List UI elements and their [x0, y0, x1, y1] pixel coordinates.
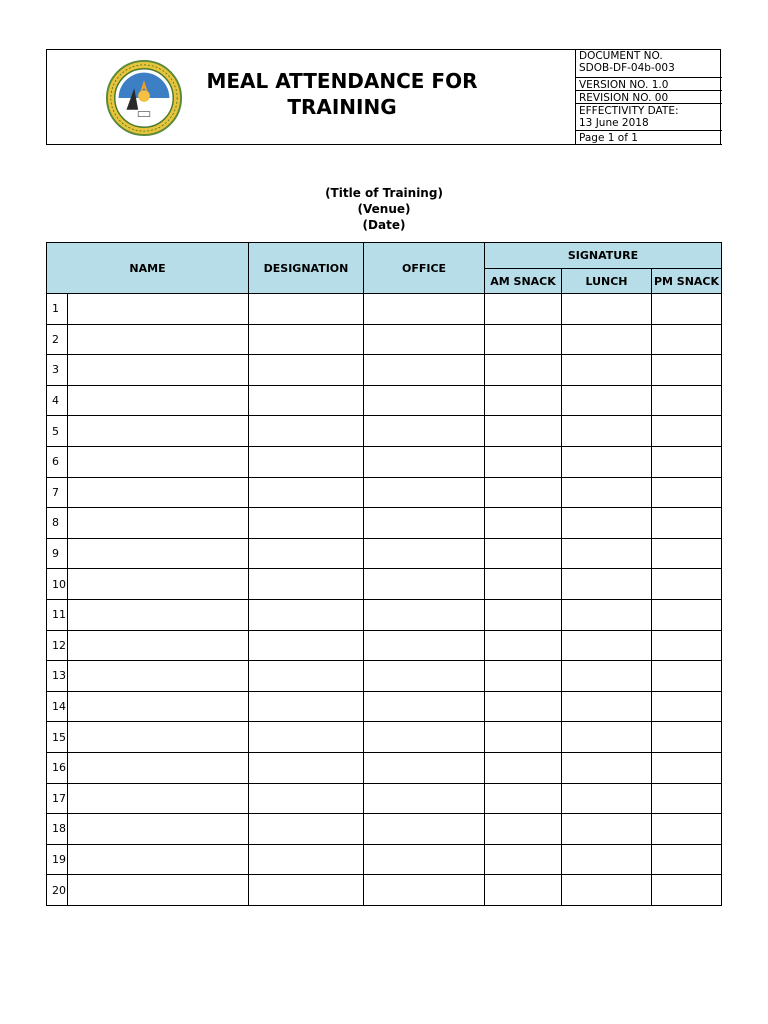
- effectivity-value: 13 June 2018: [579, 117, 649, 129]
- designation-cell[interactable]: [249, 630, 364, 661]
- table-header-row-1: [47, 243, 722, 269]
- row-number: 18: [47, 814, 68, 845]
- lunch-signature-cell[interactable]: [562, 294, 652, 325]
- page-number-text: Page 1 of 1: [579, 132, 638, 144]
- am-snack-signature-cell[interactable]: [485, 538, 562, 569]
- name-cell[interactable]: [68, 783, 249, 814]
- pm-snack-signature-cell[interactable]: [652, 569, 722, 600]
- document-header: [46, 49, 721, 145]
- table-row: [47, 569, 722, 600]
- am-snack-signature-cell[interactable]: [485, 324, 562, 355]
- lunch-signature-cell[interactable]: [562, 324, 652, 355]
- division-seal-graphic: [105, 59, 183, 137]
- version-cell: [576, 78, 722, 91]
- row-number: 17: [47, 783, 68, 814]
- designation-cell[interactable]: [249, 722, 364, 753]
- pm-snack-signature-cell[interactable]: [652, 508, 722, 539]
- name-cell[interactable]: [68, 844, 249, 875]
- pm-snack-signature-cell[interactable]: [652, 355, 722, 386]
- office-cell[interactable]: [364, 355, 485, 386]
- lunch-signature-cell[interactable]: [562, 569, 652, 600]
- designation-cell[interactable]: [249, 294, 364, 325]
- row-number: 6: [47, 446, 68, 477]
- office-cell[interactable]: [364, 814, 485, 845]
- office-cell[interactable]: [364, 508, 485, 539]
- pm-snack-signature-cell[interactable]: [652, 691, 722, 722]
- pm-snack-signature-cell[interactable]: [652, 294, 722, 325]
- row-number: 4: [47, 385, 68, 416]
- row-number: 15: [47, 722, 68, 753]
- designation-cell[interactable]: [249, 477, 364, 508]
- attendance-table: [46, 242, 722, 906]
- pm-snack-signature-cell[interactable]: [652, 844, 722, 875]
- lunch-signature-cell[interactable]: [562, 385, 652, 416]
- am-snack-signature-cell[interactable]: [485, 599, 562, 630]
- designation-cell[interactable]: [249, 416, 364, 447]
- am-snack-signature-cell[interactable]: [485, 630, 562, 661]
- column-header-lunch: LUNCH: [562, 269, 652, 294]
- column-header-designation: DESIGNATION: [249, 243, 364, 294]
- am-snack-signature-cell[interactable]: [485, 477, 562, 508]
- row-number: 16: [47, 752, 68, 783]
- table-row: [47, 324, 722, 355]
- lunch-signature-cell[interactable]: [562, 477, 652, 508]
- document-title: [197, 68, 487, 120]
- table-row: [47, 875, 722, 906]
- row-number: 11: [47, 599, 68, 630]
- name-cell[interactable]: [68, 508, 249, 539]
- lunch-signature-cell[interactable]: [562, 538, 652, 569]
- name-cell[interactable]: [68, 538, 249, 569]
- table-row: [47, 416, 722, 447]
- am-snack-signature-cell[interactable]: [485, 814, 562, 845]
- lunch-signature-cell[interactable]: [562, 630, 652, 661]
- attendance-rows: [47, 294, 722, 906]
- office-cell[interactable]: [364, 752, 485, 783]
- am-snack-signature-cell[interactable]: [485, 508, 562, 539]
- row-number: 1: [47, 294, 68, 325]
- name-cell[interactable]: [68, 630, 249, 661]
- designation-cell[interactable]: [249, 783, 364, 814]
- designation-cell[interactable]: [249, 875, 364, 906]
- training-subtitles: [0, 185, 768, 233]
- table-row: [47, 477, 722, 508]
- date-placeholder: (Date): [362, 218, 406, 232]
- lunch-signature-cell[interactable]: [562, 508, 652, 539]
- lunch-signature-cell[interactable]: [562, 844, 652, 875]
- office-cell[interactable]: [364, 416, 485, 447]
- office-cell[interactable]: [364, 324, 485, 355]
- venue-placeholder: (Venue): [357, 202, 411, 216]
- table-row: [47, 752, 722, 783]
- pm-snack-signature-cell[interactable]: [652, 599, 722, 630]
- designation-cell[interactable]: [249, 844, 364, 875]
- name-cell[interactable]: [68, 691, 249, 722]
- document-number-cell: [576, 49, 722, 78]
- designation-cell[interactable]: [249, 752, 364, 783]
- designation-cell[interactable]: [249, 324, 364, 355]
- division-seal-icon: [105, 59, 183, 137]
- office-cell[interactable]: [364, 599, 485, 630]
- office-cell[interactable]: [364, 477, 485, 508]
- table-row: [47, 508, 722, 539]
- effectivity-cell: [576, 104, 722, 131]
- name-cell[interactable]: [68, 294, 249, 325]
- revision-text: REVISION NO. 00: [579, 92, 669, 104]
- title-line-2: TRAINING: [287, 95, 397, 119]
- lunch-signature-cell[interactable]: [562, 875, 652, 906]
- office-cell[interactable]: [364, 722, 485, 753]
- office-cell[interactable]: [364, 844, 485, 875]
- table-row: [47, 599, 722, 630]
- name-cell[interactable]: [68, 355, 249, 386]
- office-cell[interactable]: [364, 385, 485, 416]
- pm-snack-signature-cell[interactable]: [652, 814, 722, 845]
- column-header-pm-snack: PM SNACK: [652, 269, 722, 294]
- lunch-signature-cell[interactable]: [562, 446, 652, 477]
- designation-cell[interactable]: [249, 355, 364, 386]
- lunch-signature-cell[interactable]: [562, 814, 652, 845]
- pm-snack-signature-cell[interactable]: [652, 538, 722, 569]
- lunch-signature-cell[interactable]: [562, 661, 652, 692]
- row-number: 19: [47, 844, 68, 875]
- name-cell[interactable]: [68, 875, 249, 906]
- row-number: 9: [47, 538, 68, 569]
- am-snack-signature-cell[interactable]: [485, 752, 562, 783]
- designation-cell[interactable]: [249, 661, 364, 692]
- table-row: [47, 691, 722, 722]
- table-row: [47, 661, 722, 692]
- lunch-signature-cell[interactable]: [562, 416, 652, 447]
- pm-snack-signature-cell[interactable]: [652, 661, 722, 692]
- pm-snack-signature-cell[interactable]: [652, 722, 722, 753]
- page-number-cell: [576, 131, 722, 145]
- pm-snack-signature-cell[interactable]: [652, 446, 722, 477]
- pm-snack-signature-cell[interactable]: [652, 752, 722, 783]
- lunch-signature-cell[interactable]: [562, 355, 652, 386]
- lunch-signature-cell[interactable]: [562, 722, 652, 753]
- lunch-signature-cell[interactable]: [562, 752, 652, 783]
- am-snack-signature-cell[interactable]: [485, 844, 562, 875]
- designation-cell[interactable]: [249, 691, 364, 722]
- column-header-am-snack: AM SNACK: [485, 269, 562, 294]
- document-number-label: DOCUMENT NO.: [579, 50, 663, 62]
- row-number: 5: [47, 416, 68, 447]
- name-cell[interactable]: [68, 569, 249, 600]
- lunch-signature-cell[interactable]: [562, 599, 652, 630]
- row-number: 14: [47, 691, 68, 722]
- effectivity-label: EFFECTIVITY DATE:: [579, 105, 679, 117]
- row-number: 20: [47, 875, 68, 906]
- office-cell[interactable]: [364, 691, 485, 722]
- table-row: [47, 783, 722, 814]
- office-cell[interactable]: [364, 661, 485, 692]
- name-cell[interactable]: [68, 661, 249, 692]
- title-line-1: MEAL ATTENDANCE FOR: [206, 69, 478, 93]
- am-snack-signature-cell[interactable]: [485, 691, 562, 722]
- row-number: 10: [47, 569, 68, 600]
- am-snack-signature-cell[interactable]: [485, 446, 562, 477]
- office-cell[interactable]: [364, 538, 485, 569]
- table-row: [47, 294, 722, 325]
- row-number: 13: [47, 661, 68, 692]
- am-snack-signature-cell[interactable]: [485, 569, 562, 600]
- document-number-value: SDOB-DF-04b-003: [579, 62, 675, 74]
- office-cell[interactable]: [364, 446, 485, 477]
- pm-snack-signature-cell[interactable]: [652, 783, 722, 814]
- pm-snack-signature-cell[interactable]: [652, 630, 722, 661]
- designation-cell[interactable]: [249, 385, 364, 416]
- column-header-name: NAME: [47, 243, 249, 294]
- table-row: [47, 844, 722, 875]
- designation-cell[interactable]: [249, 599, 364, 630]
- designation-cell[interactable]: [249, 569, 364, 600]
- lunch-signature-cell[interactable]: [562, 691, 652, 722]
- column-header-signature: SIGNATURE: [485, 243, 722, 269]
- am-snack-signature-cell[interactable]: [485, 875, 562, 906]
- am-snack-signature-cell[interactable]: [485, 355, 562, 386]
- name-cell[interactable]: [68, 385, 249, 416]
- row-number: 7: [47, 477, 68, 508]
- table-row: [47, 446, 722, 477]
- row-number: 8: [47, 508, 68, 539]
- office-cell[interactable]: [364, 569, 485, 600]
- lunch-signature-cell[interactable]: [562, 783, 652, 814]
- row-number: 12: [47, 630, 68, 661]
- am-snack-signature-cell[interactable]: [485, 416, 562, 447]
- table-row: [47, 630, 722, 661]
- designation-cell[interactable]: [249, 814, 364, 845]
- pm-snack-signature-cell[interactable]: [652, 416, 722, 447]
- training-title-placeholder: (Title of Training): [325, 186, 443, 200]
- office-cell[interactable]: [364, 294, 485, 325]
- am-snack-signature-cell[interactable]: [485, 385, 562, 416]
- revision-cell: [576, 91, 722, 104]
- office-cell[interactable]: [364, 875, 485, 906]
- column-header-office: OFFICE: [364, 243, 485, 294]
- office-cell[interactable]: [364, 630, 485, 661]
- name-cell[interactable]: [68, 752, 249, 783]
- name-cell[interactable]: [68, 446, 249, 477]
- office-cell[interactable]: [364, 783, 485, 814]
- am-snack-signature-cell[interactable]: [485, 722, 562, 753]
- name-cell[interactable]: [68, 814, 249, 845]
- row-number: 2: [47, 324, 68, 355]
- table-row: [47, 385, 722, 416]
- name-cell[interactable]: [68, 722, 249, 753]
- designation-cell[interactable]: [249, 538, 364, 569]
- table-row: [47, 538, 722, 569]
- am-snack-signature-cell[interactable]: [485, 783, 562, 814]
- pm-snack-signature-cell[interactable]: [652, 477, 722, 508]
- designation-cell[interactable]: [249, 446, 364, 477]
- table-row: [47, 722, 722, 753]
- name-cell[interactable]: [68, 599, 249, 630]
- am-snack-signature-cell[interactable]: [485, 661, 562, 692]
- document-meta-box: [575, 49, 722, 145]
- table-row: [47, 814, 722, 845]
- name-cell[interactable]: [68, 416, 249, 447]
- version-text: VERSION NO. 1.0: [579, 79, 669, 91]
- pm-snack-signature-cell[interactable]: [652, 875, 722, 906]
- am-snack-signature-cell[interactable]: [485, 294, 562, 325]
- pm-snack-signature-cell[interactable]: [652, 324, 722, 355]
- name-cell[interactable]: [68, 477, 249, 508]
- table-row: [47, 355, 722, 386]
- pm-snack-signature-cell[interactable]: [652, 385, 722, 416]
- designation-cell[interactable]: [249, 508, 364, 539]
- name-cell[interactable]: [68, 324, 249, 355]
- row-number: 3: [47, 355, 68, 386]
